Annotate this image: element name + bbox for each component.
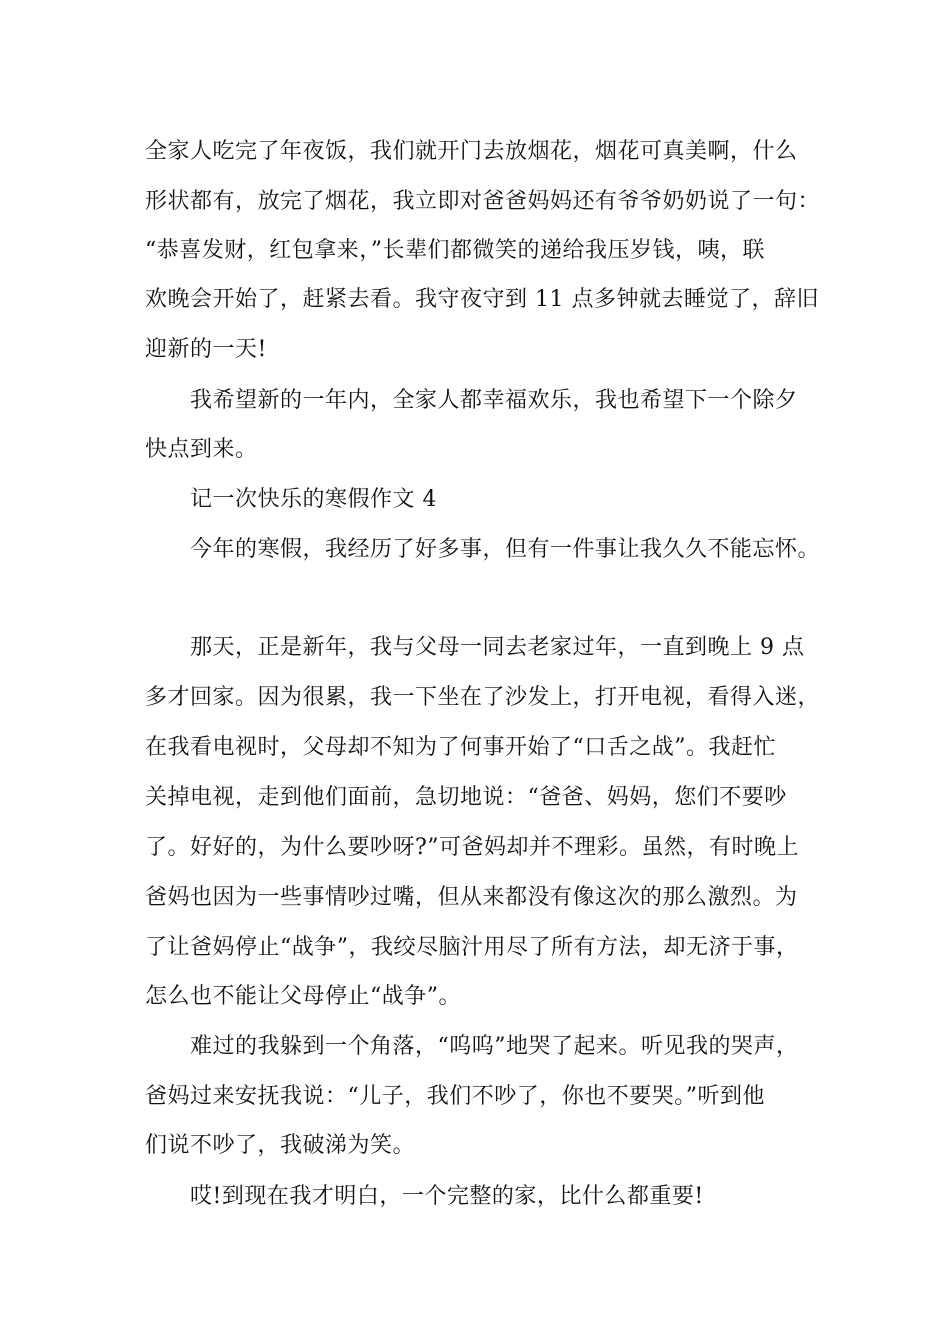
paragraph-4-line-4: 关掉电视，走到他们面前，急切地说：“爸爸、妈妈，您们不要吵	[145, 785, 787, 810]
paragraph-5-line-2: 爸妈过来安抚我说：“儿子，我们不吵了，你也不要哭。”听到他	[145, 1084, 765, 1109]
paragraph-1-line-5: 迎新的一天!	[145, 337, 267, 362]
paragraph-4-line-1: 那天，正是新年，我与父母一同去老家过年，一直到晚上 9 点	[190, 635, 805, 660]
paragraph-4-line-8: 怎么也不能让父母停止“战争”。	[145, 984, 461, 1009]
paragraph-6-line-1: 哎!到现在我才明白，一个完整的家，比什么都重要!	[190, 1184, 704, 1209]
paragraph-4-line-7: 了让爸妈停止“战争”，我绞尽脑汁用尽了所有方法，却无济于事，	[145, 935, 799, 960]
paragraph-5-line-1: 难过的我躲到一个角落，“呜呜”地哭了起来。听见我的哭声，	[190, 1034, 799, 1059]
paragraph-2-line-2: 快点到来。	[145, 437, 258, 462]
paragraph-1-line-2: 形状都有，放完了烟花，我立即对爸爸妈妈还有爷爷奶奶说了一句：	[145, 189, 821, 214]
paragraph-1-line-4: 欢晚会开始了，赶紧去看。我守夜守到 11 点多钟就去睡觉了，辞旧	[145, 287, 819, 312]
paragraph-1-line-1: 全家人吃完了年夜饭，我们就开门去放烟花，烟花可真美啊，什么	[145, 139, 798, 164]
essay-heading: 记一次快乐的寒假作文 4	[190, 487, 437, 512]
paragraph-4-line-3: 在我看电视时，父母却不知为了何事开始了“口舌之战”。我赶忙	[145, 735, 776, 760]
paragraph-4-line-2: 多才回家。因为很累，我一下坐在了沙发上，打开电视，看得入迷，	[145, 685, 821, 710]
paragraph-5-line-3: 们说不吵了，我破涕为笑。	[145, 1133, 416, 1158]
paragraph-1-line-3: “恭喜发财，红包拿来，”长辈们都微笑的递给我压岁钱，咦，联	[145, 238, 765, 263]
paragraph-3-line-1: 今年的寒假，我经历了好多事，但有一件事让我久久不能忘怀。	[190, 537, 821, 562]
paragraph-4-line-6: 爸妈也因为一些事情吵过嘴，但从来都没有像这次的那么激烈。为	[145, 885, 798, 910]
paragraph-4-line-5: 了。好好的，为什么要吵呀?”可爸妈却并不理彩。虽然，有时晚上	[145, 835, 800, 860]
paragraph-2-line-1: 我希望新的一年内，全家人都幸福欢乐，我也希望下一个除夕	[190, 388, 798, 413]
